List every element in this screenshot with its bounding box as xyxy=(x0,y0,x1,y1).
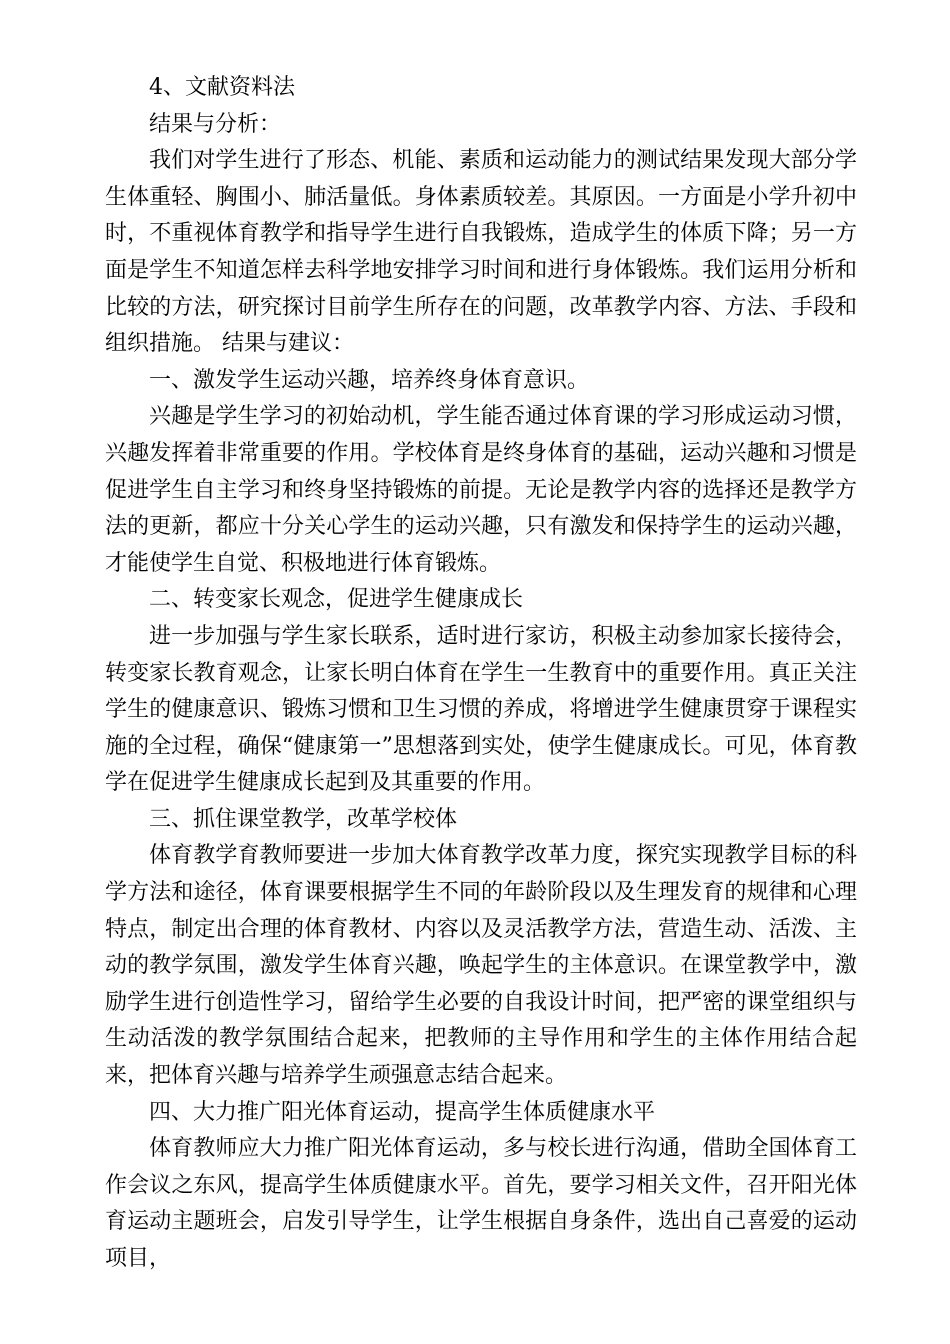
section-paragraph-2: 进一步加强与学生家长联系，适时进行家访，积极主动参加家长接待会，转变家长教育观念，让家长明白体育在学生一生教育中的重要作用。真正关注学生的健康意识、锻炼习惯和卫生习惯的养成，将增进学生健康贯穿于课程实施的全过程，确保“健康第一”思想落到实处，使学生健康成长。可见，体育教学在促进学生健康成长起到及其重要的作用。 xyxy=(105,623,857,796)
section-paragraph-3: 体育教学育教师要进一步加大体育教学改革力度，探究实现教学目标的科学方法和途径，体育课要根据学生不同的年龄阶段以及生理发育的规律和心理特点，制定出合理的体育教材、内容以及灵活教学方法，营造生动、活泼、主动的教学氛围，激发学生体育兴趣，唤起学生的主体意识。在课堂教学中，激励学生进行创造性学习，留给学生必要的自我设计时间，把严密的课堂组织与生动活泼的教学氛围结合起来，把教师的主导作用和学生的主体作用结合起来，把体育兴趣与培养学生顽强意志结合起来。 xyxy=(105,843,857,1089)
section-paragraph-4: 体育教师应大力推广阳光体育运动，多与校长进行沟通，借助全国体育工作会议之东风，提高学生体质健康水平。首先，要学习相关文件，召开阳光体育运动主题班会，启发引导学生，让学生根据自身条件，选出自己喜爱的运动项目， xyxy=(105,1136,857,1271)
results-analysis-heading: 结果与分析： xyxy=(149,111,282,137)
section-paragraph-1: 兴趣是学生学习的初始动机，学生能否通过体育课的学习形成运动习惯，兴趣发挥着非常重要的作用。学校体育是终身体育的基础，运动兴趣和习惯是促进学生自主学习和终身坚持锻炼的前提。无论是教学内容的选择还是教学方法的更新，都应十分关心学生的运动兴趣，只有激发和保持学生的运动兴趣，才能使学生自觉、积极地进行体育锻炼。 xyxy=(105,404,857,576)
document-body xyxy=(105,70,857,1278)
section-heading-1: 一、激发学生运动兴趣，培养终身体育意识。 xyxy=(149,367,590,393)
section-heading-3: 三、抓住课堂教学，改革学校体 xyxy=(149,806,458,832)
section-heading-2: 二、转变家长观念，促进学生健康成长 xyxy=(149,587,524,613)
section-heading-4: 四、大力推广阳光体育运动，提高学生体质健康水平 xyxy=(149,1099,656,1125)
results-analysis-paragraph: 我们对学生进行了形态、机能、素质和运动能力的测试结果发现大部分学生体重轻、胸围小、肺活量低。身体素质较差。其原因。一方面是小学升初中时，不重视体育教学和指导学生进行自我锻炼，造成学生的体质下降；另一方面是学生不知道怎样去科学地安排学习时间和进行身体锻炼。我们运用分析和比较的方法，研究探讨目前学生所存在的问题，改革教学内容、方法、手段和组织措施。 结果与建议： xyxy=(105,148,857,357)
method-item-literature: 4、文献资料法 xyxy=(149,75,295,100)
